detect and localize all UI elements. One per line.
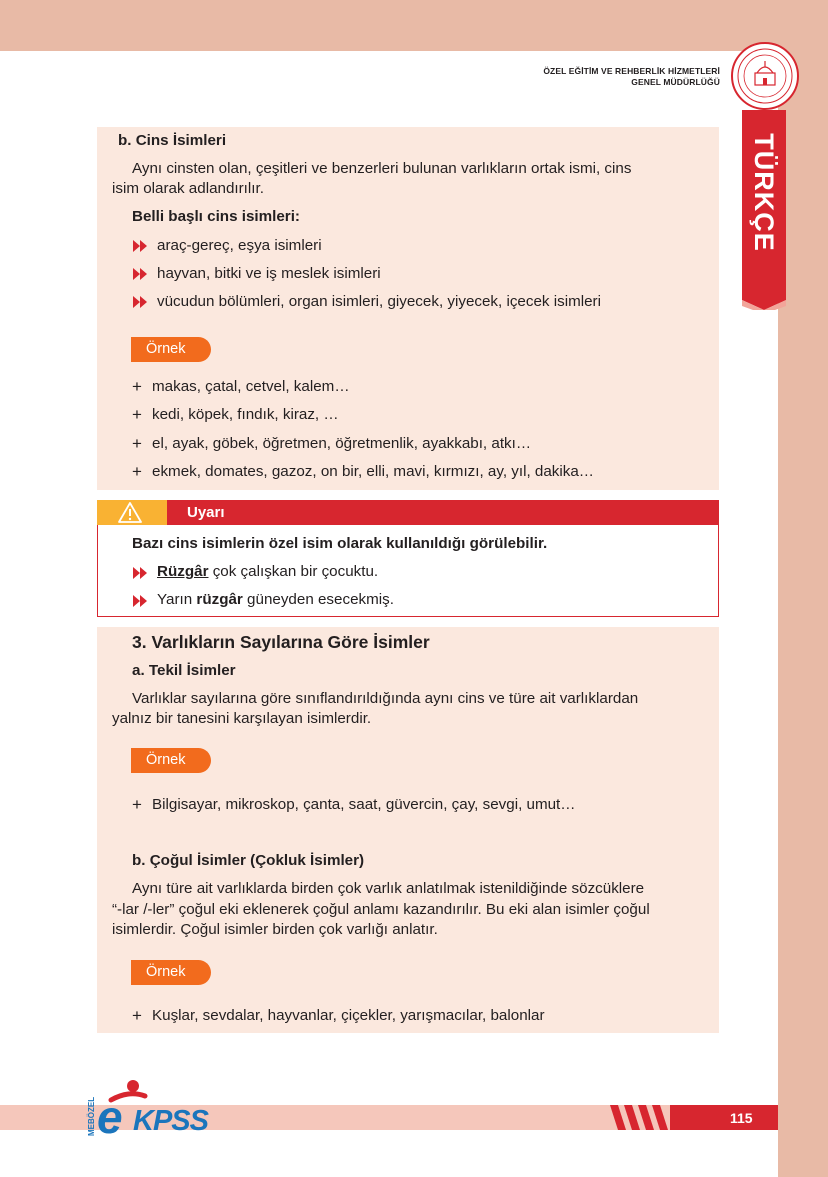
cins-heading: b. Cins İsimleri [118,132,227,149]
warning-example-2-pre: Yarın [157,591,197,608]
plus-icon: + [132,377,142,396]
tekil-heading: a. Tekil İsimler [132,662,236,679]
brand-name: KPSS [133,1105,208,1137]
example-label: Örnek [131,960,211,985]
side-tab-label: TÜRKÇE [748,132,779,252]
section-3-heading: 3. Varlıkların Sayılarına Göre İsimler [132,632,430,652]
brand-small: MEBÖZEL [87,1096,96,1136]
example-label: Örnek [131,748,211,773]
warning-example-1 [157,562,378,582]
brand-e: e [97,1091,123,1143]
warning-example-1-bold: Rüzgâr [157,563,209,580]
warning-example-2-rest: güneyden esecekmiş. [242,591,394,608]
cins-list-title: Belli başlı cins isimleri: [132,208,300,225]
warning-triangle-icon [118,502,142,523]
cins-paragraph-line2: isim olarak adlandırılır. [112,180,264,197]
double-arrow-icon [133,595,149,607]
double-arrow-icon [133,567,149,579]
ministry-header-line1: ÖZEL EĞİTİM VE REHBERLİK HİZMETLERİ [543,66,720,76]
warning-example-2 [157,590,394,610]
plus-icon: + [132,462,142,481]
top-band [0,0,828,51]
ministry-header-line2: GENEL MÜDÜRLÜĞÜ [631,77,720,87]
double-arrow-icon [133,240,149,252]
cins-example-item: kedi, köpek, fındık, kiraz, … [152,406,339,423]
warning-title: Uyarı [187,504,225,521]
cins-example-item: ekmek, domates, gazoz, on bir, elli, mavi, kırmızı, ay, yıl, dakika… [152,463,594,480]
cins-example-item: makas, çatal, cetvel, kalem… [152,378,350,395]
cogul-paragraph-line1: Aynı türe ait varlıklarda birden çok varlık anlatılmak istenildiğinde sözcüklere [132,880,645,897]
warning-example-2-bold: rüzgâr [196,591,243,608]
cins-example-item: el, ayak, göbek, öğretmen, öğretmenlik, ayakkabı, atkı… [152,435,532,452]
tekil-paragraph-line2: yalnız bir tanesini karşılayan isimlerdir. [112,710,372,727]
ministry-seal-icon [730,41,800,111]
plus-icon: + [132,795,142,814]
ekpss-logo [85,1078,225,1143]
cogul-example: Kuşlar, sevdalar, hayvanlar, çiçekler, yarışmacılar, balonlar [152,1007,545,1024]
footer-page-block [670,1105,778,1130]
warning-statement: Bazı cins isimlerin özel isim olarak kullanıldığı görülebilir. [132,535,548,552]
plus-icon: + [132,405,142,424]
cins-list-item: hayvan, bitki ve iş meslek isimleri [157,265,381,282]
cins-list-item: araç-gereç, eşya isimleri [157,237,322,254]
cins-paragraph-line1: Aynı cinsten olan, çeşitleri ve benzerleri bulunan varlıkların ortak ismi, cins [132,160,632,177]
plus-icon: + [132,434,142,453]
warning-example-1-rest: çok çalışkan bir çocuktu. [208,563,379,580]
example-label: Örnek [131,337,211,362]
tekil-example: Bilgisayar, mikroskop, çanta, saat, güvercin, çay, sevgi, umut… [152,796,576,813]
cogul-paragraph-line3: isimlerdir. Çoğul isimler birden çok varlığı anlatır. [112,921,438,938]
double-arrow-icon [133,296,149,308]
page-number: 115 [730,1110,753,1126]
cogul-heading: b. Çoğul İsimler (Çokluk İsimler) [132,852,365,869]
plus-icon: + [132,1006,142,1025]
double-arrow-icon [133,268,149,280]
tekil-paragraph-line1: Varlıklar sayılarına göre sınıflandırıldığında aynı cins ve türe ait varlıklardan [132,690,639,707]
ministry-header [543,66,720,88]
cogul-paragraph-line2: “-lar /-ler” çoğul eki eklenerek çoğul anlamı kazandırılır. Bu eki alan isimler çoğul [112,901,650,918]
cins-list-item: vücudun bölümleri, organ isimleri, giyecek, yiyecek, içecek isimleri [157,293,601,310]
